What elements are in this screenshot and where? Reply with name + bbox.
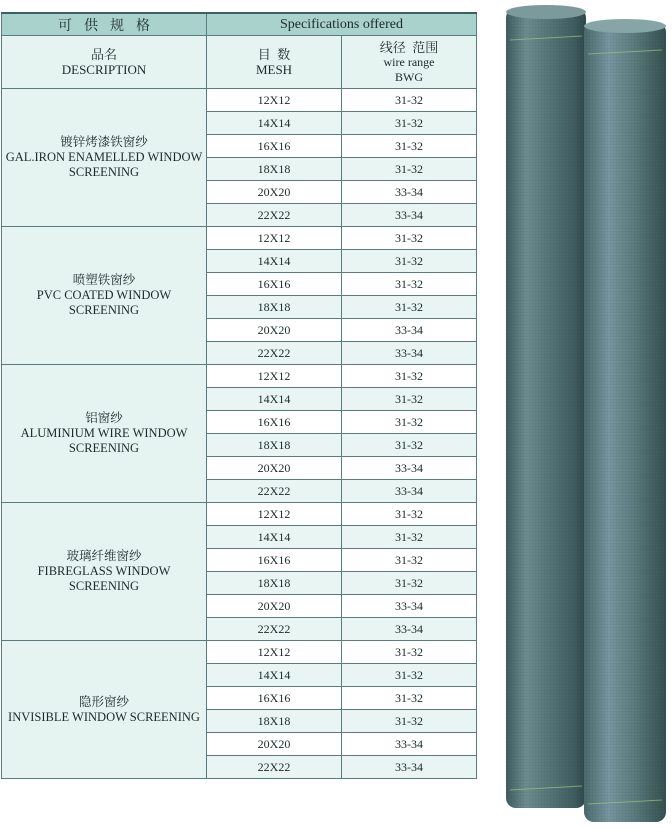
mesh-header — [207, 36, 342, 89]
mesh-header-en: MESH — [255, 62, 293, 77]
wire-range-cell: 31-32 — [342, 710, 477, 733]
table-row — [2, 227, 477, 250]
mesh-cell: 22X22 — [207, 756, 342, 779]
mesh-cell: 14X14 — [207, 388, 342, 411]
wire-range-cell: 31-32 — [342, 89, 477, 112]
mesh-cell: 22X22 — [207, 342, 342, 365]
description-header — [2, 36, 207, 89]
wire-range-cell: 31-32 — [342, 250, 477, 273]
wire-header-en: wire range — [383, 54, 435, 69]
product-name-en: FIBREGLASS WINDOW SCREENING — [37, 564, 171, 593]
wire-range-cell: 31-32 — [342, 112, 477, 135]
front-roll — [584, 19, 666, 822]
specifications-body — [2, 89, 477, 779]
table-title-bar — [2, 13, 477, 36]
mesh-cell: 22X22 — [207, 618, 342, 641]
mesh-cell: 16X16 — [207, 411, 342, 434]
wire-range-cell: 31-32 — [342, 526, 477, 549]
wire-range-cell: 33-34 — [342, 342, 477, 365]
product-name-cn: 隐形窗纱 — [78, 694, 129, 709]
mesh-rolls-image — [496, 0, 672, 828]
mesh-cell: 18X18 — [207, 158, 342, 181]
wire-range-cell: 33-34 — [342, 618, 477, 641]
mesh-cell: 20X20 — [207, 457, 342, 480]
mesh-cell: 20X20 — [207, 595, 342, 618]
table-row — [2, 89, 477, 112]
wire-range-cell: 31-32 — [342, 158, 477, 181]
back-roll — [506, 5, 586, 808]
product-description — [2, 365, 207, 503]
wire-range-cell: 31-32 — [342, 135, 477, 158]
mesh-cell: 12X12 — [207, 365, 342, 388]
wire-range-cell: 33-34 — [342, 595, 477, 618]
mesh-cell: 14X14 — [207, 250, 342, 273]
wire-range-cell: 33-34 — [342, 457, 477, 480]
product-name-en: GAL.IRON ENAMELLED WINDOW SCREENING — [5, 150, 203, 179]
table-row — [2, 365, 477, 388]
mesh-header-cn: 目 数 — [257, 47, 291, 62]
wire-range-cell: 31-32 — [342, 411, 477, 434]
table-row — [2, 641, 477, 664]
wire-range-cell: 31-32 — [342, 503, 477, 526]
wire-range-cell: 31-32 — [342, 687, 477, 710]
product-description — [2, 503, 207, 641]
mesh-cell: 20X20 — [207, 733, 342, 756]
mesh-cell: 12X12 — [207, 227, 342, 250]
mesh-cell: 18X18 — [207, 434, 342, 457]
mesh-cell: 16X16 — [207, 687, 342, 710]
mesh-cell: 18X18 — [207, 572, 342, 595]
wire-range-cell: 33-34 — [342, 733, 477, 756]
wire-header-cn: 线径 范围 — [379, 39, 439, 55]
mesh-cell: 12X12 — [207, 503, 342, 526]
mesh-cell: 12X12 — [207, 641, 342, 664]
mesh-cell: 14X14 — [207, 664, 342, 687]
mesh-cell: 22X22 — [207, 480, 342, 503]
wire-range-cell: 33-34 — [342, 319, 477, 342]
product-name-en: INVISIBLE WINDOW SCREENING — [8, 709, 200, 724]
product-name-cn: 镀锌烤漆铁窗纱 — [60, 135, 148, 149]
product-description — [2, 641, 207, 779]
wire-range-cell: 33-34 — [342, 480, 477, 503]
wire-range-cell: 31-32 — [342, 296, 477, 319]
product-name-cn: 喷塑铁窗纱 — [72, 273, 136, 287]
wire-range-cell: 31-32 — [342, 549, 477, 572]
wire-range-cell: 33-34 — [342, 204, 477, 227]
mesh-cell: 14X14 — [207, 112, 342, 135]
mesh-cell: 20X20 — [207, 181, 342, 204]
wire-header — [342, 36, 477, 89]
description-header-cn: 品名 — [90, 47, 117, 62]
wire-range-cell: 31-32 — [342, 434, 477, 457]
mesh-cell: 18X18 — [207, 296, 342, 319]
mesh-cell: 18X18 — [207, 710, 342, 733]
wire-range-cell: 31-32 — [342, 365, 477, 388]
wire-range-cell: 31-32 — [342, 388, 477, 411]
wire-range-cell: 31-32 — [342, 641, 477, 664]
mesh-cell: 22X22 — [207, 204, 342, 227]
wire-range-cell: 33-34 — [342, 181, 477, 204]
mesh-cell: 16X16 — [207, 135, 342, 158]
product-name-en: ALUMINIUM WIRE WINDOW SCREENING — [20, 426, 188, 455]
product-name-cn: 玻璃纤维窗纱 — [66, 549, 142, 563]
table-row — [2, 503, 477, 526]
wire-range-cell: 33-34 — [342, 756, 477, 779]
product-name-en: PVC COATED WINDOW SCREENING — [36, 288, 172, 317]
title-en: Specifications offered — [207, 13, 477, 36]
product-description — [2, 89, 207, 227]
mesh-cell: 20X20 — [207, 319, 342, 342]
wire-range-cell: 31-32 — [342, 572, 477, 595]
mesh-cell: 16X16 — [207, 273, 342, 296]
wire-range-cell: 31-32 — [342, 227, 477, 250]
product-description — [2, 227, 207, 365]
specifications-table — [1, 12, 477, 779]
mesh-cell: 14X14 — [207, 526, 342, 549]
description-header-en: DESCRIPTION — [61, 62, 147, 77]
product-name-cn: 铝窗纱 — [85, 411, 123, 425]
mesh-cell: 16X16 — [207, 549, 342, 572]
title-cn: 可供规格 — [2, 13, 207, 36]
column-headers — [2, 36, 477, 89]
wire-range-cell: 31-32 — [342, 664, 477, 687]
mesh-cell: 12X12 — [207, 89, 342, 112]
wire-range-cell: 31-32 — [342, 273, 477, 296]
wire-header-unit: BWG — [395, 69, 423, 84]
